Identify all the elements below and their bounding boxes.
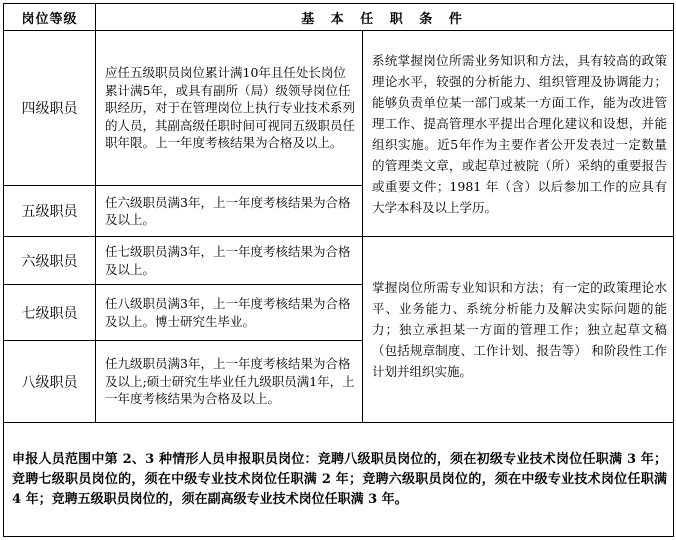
level-cell-8: 八级职员 — [4, 341, 96, 423]
condition-cell-7: 任八级职员满3年，上一年度考核结果为合格及以上。博士研究生毕业。 — [96, 285, 363, 341]
footnote-row — [4, 423, 674, 537]
level-cell-5: 五级职员 — [4, 186, 96, 237]
footnote-text: 申报人员范围中第 2、3 种情形人员申报职员岗位：竞聘八级职员岗位的，须在初级专业技术岗位任职满 3 年；竞聘七级职员岗位的，须在中级专业技术岗位任职满 2 年；竞聘六级职员岗位的，须在中级专业技术岗位任职满 4 年；竞聘五级职员岗位的，须在副高级专业技术岗位任职满 3 年。 — [4, 423, 674, 537]
header-position-level: 岗位等级 — [4, 4, 96, 31]
level-cell-4: 四级职员 — [4, 31, 96, 186]
common-requirements-lower: 掌握岗位所需专业知识和方法；有一定的政策理论水平、业务能力、系统分析能力及解决实际问题的能力；独立承担某一方面的管理工作；独立起草文稿（包括规章制度、工作计划、报告等） 和阶段性工作计划并组织实施。 — [363, 237, 674, 423]
header-basic-conditions: 基 本 任 职 条 件 — [96, 4, 674, 31]
level-cell-7: 七级职员 — [4, 285, 96, 341]
condition-cell-5: 任六级职员满3年，上一年度考核结果为合格及以上。 — [96, 186, 363, 237]
position-requirements-table — [3, 3, 674, 537]
level-cell-6: 六级职员 — [4, 237, 96, 285]
condition-cell-4: 应任五级职员岗位累计满10年且任处长岗位累计满5年，或具有副所（局）级领导岗位任职经历，对于在管理岗位上执行专业技术系列的人员，其副高级任职时间可视同五级职员任职年限。上一年度考核结果为合格及以上。 — [96, 31, 363, 186]
common-requirements-upper: 系统掌握岗位所需业务知识和方法，具有较高的政策理论水平，较强的分析能力、组织管理及协调能力；能够负责单位某一部门或某一方面工作，能为改进管理工作、提高管理水平提出合理化建议和设想，并能组织实施。近5年作为主要作者公开发表过一定数量的管理类文章，或起草过被院（所）采纳的重要报告或重要文件；1981 年（含）以后参加工作的应具有大学本科及以上学历。 — [363, 31, 674, 237]
table-row — [4, 31, 674, 186]
condition-cell-8: 任九级职员满3年，上一年度考核结果为合格及以上;硕士研究生毕业任九级职员满1年，上一年度考核结果为合格及以上。 — [96, 341, 363, 423]
condition-cell-6: 任七级职员满3年，上一年度考核结果为合格及以上。 — [96, 237, 363, 285]
table-row — [4, 237, 674, 285]
table-header-row — [4, 4, 674, 31]
